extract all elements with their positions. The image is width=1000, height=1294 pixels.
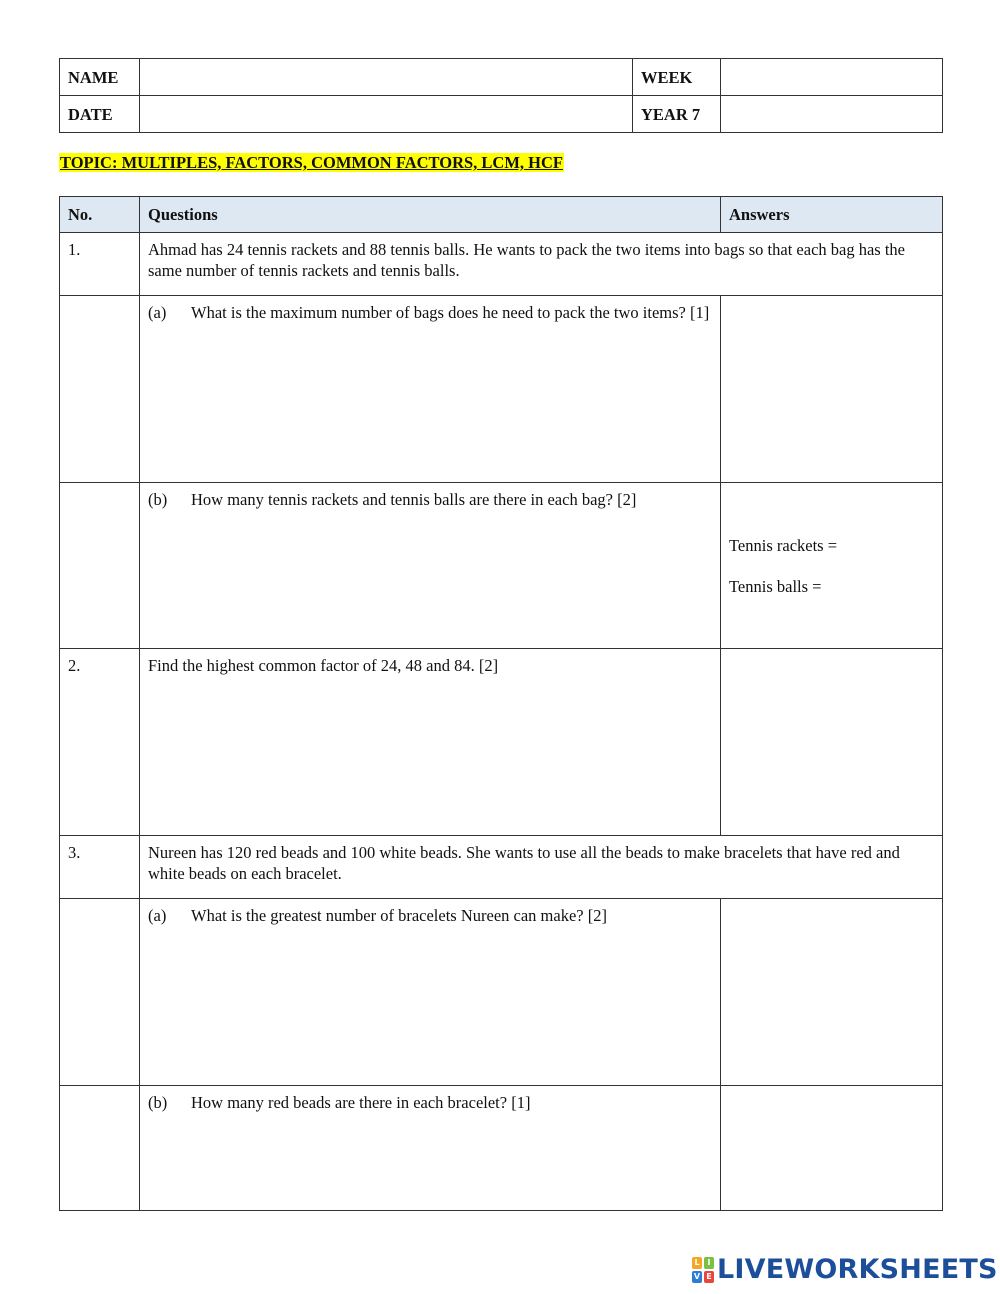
- question-1b-row: [60, 483, 943, 649]
- question-3a-row: [60, 899, 943, 1086]
- sub-question-text: What is the greatest number of bracelets Nureen can make? [2]: [191, 906, 607, 925]
- question-number: 2.: [60, 649, 140, 836]
- column-header-questions: Questions: [140, 197, 721, 233]
- question-3-stem: Nureen has 120 red beads and 100 white beads. She wants to use all the beads to make bracelets that have red and white beads on each bracelet.: [140, 836, 943, 899]
- sub-question-letter: (b): [148, 490, 168, 509]
- sub-question-text: How many tennis rackets and tennis balls are there in each bag? [2]: [191, 490, 637, 509]
- answer-box-3b[interactable]: [721, 1086, 943, 1211]
- sub-question-text: How many red beads are there in each bracelet? [1]: [191, 1093, 531, 1112]
- question-1a-row: [60, 296, 943, 483]
- questions-table: [59, 196, 943, 1211]
- sub-question-text: What is the maximum number of bags does he need to pack the two items? [1]: [191, 303, 710, 322]
- answer-box-3a[interactable]: [721, 899, 943, 1086]
- question-2-row: [60, 649, 943, 836]
- question-3b: [140, 1086, 721, 1211]
- tennis-rackets-answer-label: Tennis rackets =: [729, 536, 838, 555]
- date-label: DATE: [60, 96, 140, 133]
- logo-tile: L: [692, 1257, 702, 1269]
- name-label: NAME: [60, 59, 140, 96]
- question-1-row: [60, 233, 943, 296]
- topic-heading: TOPIC: MULTIPLES, FACTORS, COMMON FACTORS, LCM, HCF: [60, 153, 563, 172]
- student-info-table: [59, 58, 943, 133]
- question-3a: [140, 899, 721, 1086]
- logo-tile: E: [704, 1271, 714, 1283]
- week-label: WEEK: [633, 59, 721, 96]
- name-field[interactable]: [140, 59, 633, 96]
- question-number: 3.: [60, 836, 140, 899]
- sub-question-letter: (a): [148, 303, 167, 322]
- question-1a: [140, 296, 721, 483]
- column-header-answers: Answers: [721, 197, 943, 233]
- year-field[interactable]: [721, 96, 943, 133]
- table-header-row: [60, 197, 943, 233]
- answer-box-1a[interactable]: [721, 296, 943, 483]
- answer-box-2[interactable]: [721, 649, 943, 836]
- answer-box-1b[interactable]: [721, 483, 943, 649]
- liveworksheets-wordmark: LIVEWORKSHEETS: [717, 1254, 998, 1285]
- logo-tile: V: [693, 1272, 701, 1281]
- question-3-row: [60, 836, 943, 899]
- question-2-text: Find the highest common factor of 24, 48 and 84. [2]: [140, 649, 721, 836]
- column-header-no: No.: [60, 197, 140, 233]
- liveworksheets-logo: [692, 1255, 998, 1285]
- tennis-balls-answer-label: Tennis balls =: [729, 577, 822, 596]
- sub-question-letter: (a): [148, 906, 167, 925]
- week-field[interactable]: [721, 59, 943, 96]
- question-number: 1.: [60, 233, 140, 296]
- logo-tile: I: [704, 1257, 714, 1269]
- question-1b: [140, 483, 721, 649]
- question-1-stem: Ahmad has 24 tennis rackets and 88 tennis balls. He wants to pack the two items into bags so that each bag has the same number of tennis rackets and tennis balls.: [140, 233, 943, 296]
- liveworksheets-mark-icon: [692, 1257, 714, 1283]
- question-3b-row: [60, 1086, 943, 1211]
- date-field[interactable]: [140, 96, 633, 133]
- sub-question-letter: (b): [148, 1093, 168, 1112]
- year-label: YEAR 7: [633, 96, 721, 133]
